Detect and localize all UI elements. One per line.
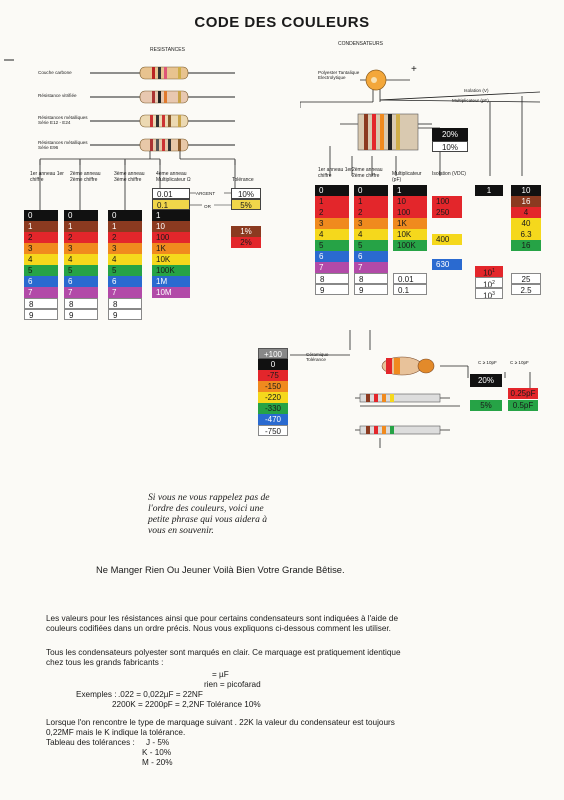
example-line: .022 = 0,022µF = 22NF [118,690,203,699]
color-cell: 3 [354,218,388,229]
note-line: l'ordre des couleurs, voici une [148,503,264,514]
color-cell: 5 [354,240,388,251]
color-cell: 1 [108,221,142,232]
color-cell: 8 [354,273,388,284]
mnemonic-phrase: Ne Manger Rien Ou Jeuner Voilà Bien Votre Grande Bêtise. [96,564,345,575]
color-cell: 6 [315,251,349,262]
cap-col-header: Multiplicateur (pF) [392,171,422,183]
power-base: 10 [483,268,493,277]
color-cell: 6 [354,251,388,262]
color-cell: 1% [231,226,261,237]
text-line: chez tous les grands fabricants : [46,658,164,667]
color-cell: 10 [152,221,190,232]
resistor-type-label: Résistances métalliques Série E96 [38,140,88,151]
color-cell: 7 [64,287,98,298]
color-cell: 0 [258,359,288,370]
text-line: Les valeurs pour les résistances ainsi que pour certains condensateurs sont indiquées à l'aide de [46,614,399,623]
color-cell: 100 [152,232,190,243]
color-cell: 1 [475,185,503,196]
ceramique-column [258,348,288,436]
color-cell: 0 [24,210,58,221]
res-col-header: 2ème anneau 2ème chiffre [70,171,101,183]
cap-col-header: Isolation (VDC) [432,171,466,177]
color-cell: 10% [432,141,468,152]
color-cell: 100K [393,240,427,251]
ceram-tol-20: 20% [470,374,502,387]
resistances-heading: RESISTANCES [150,47,185,53]
c-le-label: C ≥ 10pF [478,360,497,365]
page-title: CODE DES COULEURS [194,14,370,31]
note-line: Si vous ne vous rappelez pas de [148,492,270,503]
c-ge-label: C ≥ 10pF [510,360,529,365]
color-cell: 2.5 [511,284,541,295]
power-base: 10 [483,280,493,288]
color-cell: 2 [315,207,349,218]
ceram-tol-5: 5% [470,400,502,411]
note-line: petite phrase qui vous aidera à [148,514,268,525]
color-cell: 0 [315,185,349,196]
color-cell: 10M [152,287,190,298]
color-cell: -330 [258,403,288,414]
color-cell: 630 [432,259,462,270]
color-cell: 7 [24,287,58,298]
condensateurs-heading: CONDENSATEURS [338,41,383,47]
color-cell: 3 [108,243,142,254]
color-cell: 5% [231,199,261,210]
example-line: 2200K = 2200pF = 2,2NF Tolérance 10% [112,700,261,709]
color-cell: 9 [315,284,349,295]
unit-line: rien = picofarad [204,680,261,689]
color-cell: -150 [258,381,288,392]
color-cell: 7 [354,262,388,273]
color-cell: +100 [258,348,288,359]
paragraph-1 [46,614,398,634]
cap-col-2 [354,185,388,295]
color-cell: 2% [231,237,261,248]
color-cell: 6.3 [511,229,541,240]
color-cell [475,277,503,288]
color-cell: 9 [24,309,58,320]
color-cell: 4 [511,207,541,218]
color-cell: 7 [315,262,349,273]
color-cell: 4 [315,229,349,240]
color-cell: -220 [258,392,288,403]
color-cell: 4 [24,254,58,265]
color-cell: 100 [393,207,427,218]
color-cell: 1 [354,196,388,207]
color-cell: 10K [393,229,427,240]
res-col-header: 4ème anneau Multiplicateur Ω [156,171,191,183]
color-cell: 40 [511,218,541,229]
color-cell: 1 [315,196,349,207]
color-cell: 100 [432,196,462,207]
power-exp: 1 [492,268,495,274]
color-cell: 4 [64,254,98,265]
argent-label: ARGENT [196,191,216,196]
color-cell: 1 [24,221,58,232]
color-cell: 0.1 [152,199,190,210]
color-cell: 8 [24,298,58,309]
res-col-header: 3ème anneau 3ème chiffre [114,171,145,183]
color-cell: 0.01 [152,188,190,199]
text-line: 0,22MF mais le K indique la tolérance. [46,728,186,737]
res-col-tolerance [231,188,261,210]
color-cell: 0.01 [393,273,427,284]
cap-tolerance-box [432,128,468,152]
color-cell: 25 [511,273,541,284]
color-cell: 100K [152,265,190,276]
color-cell: 0.1 [393,284,427,295]
color-cell: 10 [511,185,541,196]
color-cell: 1 [64,221,98,232]
power-exp: 3 [492,291,495,297]
color-cell: 5 [24,265,58,276]
italic-note [148,492,348,536]
res-col-3 [108,210,142,320]
cap-col-header: 2ème anneau 2ème chiffre [352,167,383,179]
examples-label: Exemples : [76,690,117,699]
color-cell: 8 [64,298,98,309]
color-cell: 1K [152,243,190,254]
resistor-type-label: Résistance vitrifiée [38,93,77,98]
resistors-illustration [0,55,260,165]
color-cell: 10% [231,188,261,199]
color-cell: 4 [108,254,142,265]
power-exp: 2 [492,280,495,286]
color-cell: 1K [393,218,427,229]
color-cell: 7 [108,287,142,298]
res-col-2 [64,210,98,320]
color-cell: 1 [393,185,427,196]
color-cell: 5 [64,265,98,276]
color-cell: 5 [108,265,142,276]
isolation-v-label: Isolation (V) [464,88,489,93]
color-cell: 16 [511,240,541,251]
color-cell: 1M [152,276,190,287]
color-cell: 8 [108,298,142,309]
res-col-multiplier [152,188,190,298]
color-cell: 3 [315,218,349,229]
tol-table-label: Tableau des tolérances : [46,738,135,747]
paragraph-2 [46,648,401,668]
text-line: Lorsque l'on rencontre le type de marquage suivant . 22K la valeur du condensateur est toujours [46,718,395,727]
note-line: vous en souvenir. [148,525,214,536]
resistor-type-label: Résistances métalliques Série E12 - E24 [38,115,88,126]
color-cell: 0 [64,210,98,221]
color-cell: 2 [24,232,58,243]
color-cell: 6 [24,276,58,287]
power-base: 10 [483,291,493,299]
color-cell [475,266,503,277]
color-cell: 1 [152,210,190,221]
plus-sign: + [411,64,417,75]
ceram-tol-025: 0.25pF [508,388,538,399]
color-cell: 6 [108,276,142,287]
color-cell: 2 [354,207,388,218]
color-cell: 400 [432,234,462,245]
color-cell: 8 [315,273,349,284]
res-col-tolerance-2 [231,226,261,248]
ceram-tol-05: 0.5pF [508,400,538,411]
cap-col-right [511,185,541,295]
res-col-header: 1er anneau 1er chiffre [30,171,64,183]
color-cell: 9 [354,284,388,295]
tol-row: M - 20% [142,758,173,767]
multiplicateur-pf-label: Multiplicateur (pF) [452,98,489,103]
color-cell: 4 [354,229,388,240]
cap-col-multiplier [393,185,427,295]
tol-row: K - 10% [142,748,172,757]
text-line: couleurs codifiées dans un ordre précis. Nous vous expliquons ci-dessous comment les utiliser. [46,624,391,633]
or-label: OR [204,204,211,209]
res-col-1 [24,210,58,320]
tantal-label: Polyester Tantalique Electrolytique [318,70,360,81]
color-cell: 3 [24,243,58,254]
color-cell: 0 [354,185,388,196]
cap-col-black [475,185,503,299]
cap-col-header: 1er anneau 1er chiffre [318,167,352,179]
text-line: Tous les condensateurs polyester sont marqués en clair. Ce marquage est pratiquement identique [46,648,401,657]
color-cell: 5 [315,240,349,251]
color-cell: 10K [152,254,190,265]
ceramique-label: Céramique Tolérance [306,352,329,363]
color-cell: 9 [64,309,98,320]
cap-col-1 [315,185,349,295]
color-cell: 10 [393,196,427,207]
paragraph-3 [46,718,395,738]
tol-row: J - 5% [146,738,170,747]
color-cell: 2 [64,232,98,243]
color-cell: 20% [432,128,468,141]
color-cell: 9 [108,309,142,320]
color-cell: -75 [258,370,288,381]
color-cell: 6 [64,276,98,287]
argent-or-arrows [190,188,232,210]
cap-col-isolation [432,196,462,270]
color-cell: -470 [258,414,288,425]
color-cell: 16 [511,196,541,207]
resistor-type-label: Couche carbone [38,70,72,75]
color-cell: 250 [432,207,462,218]
color-cell: 2 [108,232,142,243]
color-cell: 3 [64,243,98,254]
unit-line: = µF [212,670,229,679]
color-cell: -750 [258,425,288,436]
color-cell [475,288,503,299]
color-cell: 0 [108,210,142,221]
tolerance-header: Tolérance [232,177,254,183]
